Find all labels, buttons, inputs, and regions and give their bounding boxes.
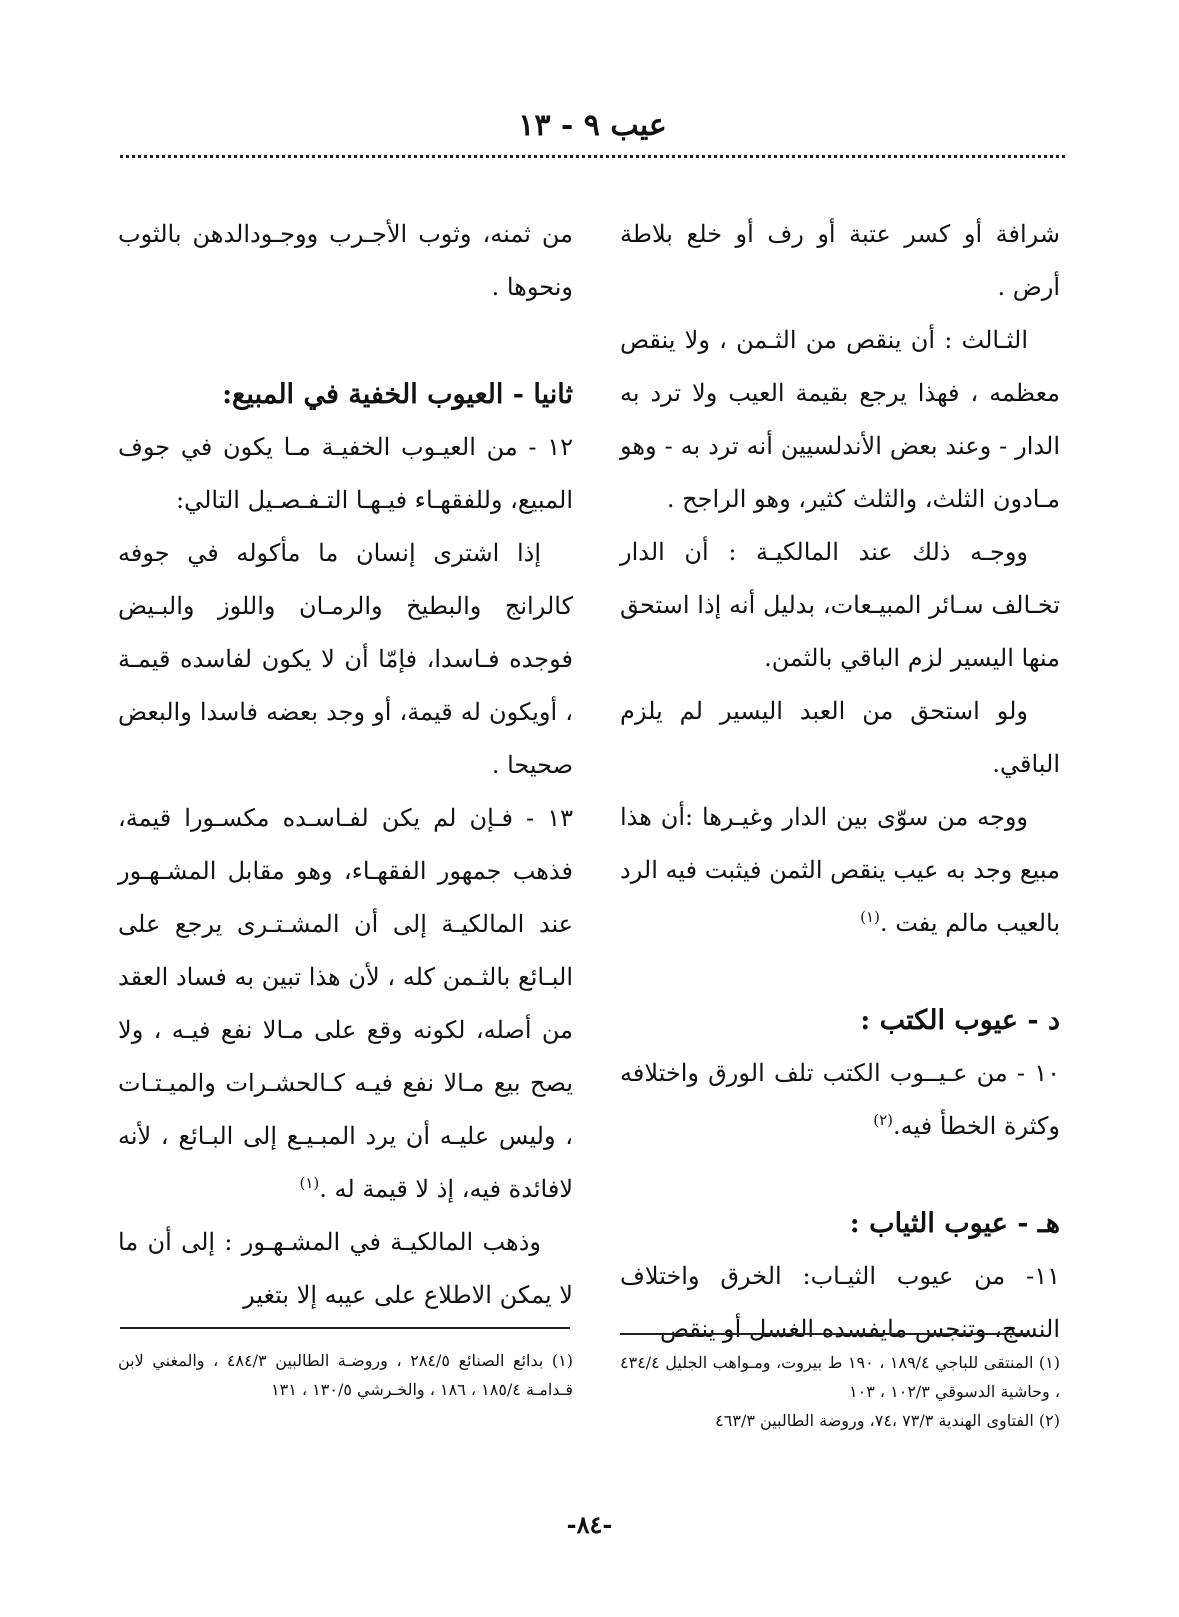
footnote-divider-right <box>620 1333 1030 1335</box>
paragraph: ووجـه ذلك عند المالكيـة : أن الدار تخـالف سـائر المبيـعات، بدليل أنه إذا استحق منها اليسير لزم الباقي بالثمن. <box>620 538 1060 672</box>
paragraph: شرافة أو كسر عتبة أو رف أو خلع بلاطة أرض . <box>620 220 1060 301</box>
section-heading: هـ - عيوب الثياب : <box>849 1208 1060 1239</box>
page-number: -٨٤- <box>566 1510 613 1539</box>
footnote-reference: (٢) <box>873 1111 893 1129</box>
page-header-title: عيب ٩ - ١٣ <box>518 108 667 143</box>
paragraph-text: ووجه من سوّى بين الدار وغيـرها :أن هذا مبيع وجد به عيب ينقص الثمن فيثبت فيه الرد بالعيب مالم يفت . <box>620 803 1060 937</box>
footnotes-right <box>620 1348 1060 1435</box>
left-text-column <box>118 208 573 1322</box>
paragraph: ١٢ - من العيـوب الخفيـة مـا يكون في جوف المبيع، وللفقهـاء فيـهـا التـفـصـيل التالي: <box>118 433 573 514</box>
footnote-reference: (١) <box>860 908 880 926</box>
paragraph <box>620 1047 1060 1153</box>
paragraph: وذهب المالكيـة في المشـهـور : إلى أن ما لا يمكن الاطلاع على عيبه إلا بتغير <box>118 1228 573 1309</box>
section-heading: د - عيوب الكتب : <box>860 1005 1060 1036</box>
paragraph: إذا اشترى إنسان ما مأكوله في جوفه كالرانج والبطيخ والرمـان واللوز والبـيض فوجده فـاسدا، فإمّا أن لا يكون لفاسده قيمـة ، أويكون له قيمة، أو وجد بعضه فاسدا والبعض صحيحا . <box>118 539 573 779</box>
paragraph <box>118 792 573 1216</box>
footnote: (١) المنتقى للباجي ١٨٩/٤ ، ١٩٠ ط بيروت، ومـواهب الجليل ٤٣٤/٤ ، وحاشية الدسوقي ١٠٢/٣ ، ١٠٣ <box>620 1353 1061 1401</box>
paragraph <box>620 791 1060 950</box>
paragraph-text: ١٣ - فـإن لم يكن لفـاسـده مكسـورا قيمة، فذهب جمهور الفقهـاء، وهو مقابل المشـهـور عند المالكيـة إلى أن المشـتـرى يرجع على البـائع بالثـمن كله ، لأن هذا تبين به فساد العقد من أصله، لكونه وقع على مـالا نفع فيـه ، ولا يصح بيع مـالا نفع فيـه كـالحشـرات والميـتـات ، وليس عليـه أن يرد المبـيـع إلى البـائع ، لأنه لافائدة فيه، إذ لا قيمة له . <box>118 804 573 1203</box>
paragraph-text: ١٠ - من عـيــوب الكتب تلف الورق واختلافه وكثرة الخطأ فيه. <box>620 1059 1060 1140</box>
header-dotted-divider <box>120 155 1065 158</box>
paragraph: ولو استحق من العبد اليسير لم يلزم الباقي. <box>620 697 1060 778</box>
footnote-reference: (١) <box>299 1174 320 1192</box>
paragraph: من ثمنه، وثوب الأجـرب ووجـودالدهن بالثوب ونحوها . <box>118 220 573 301</box>
paragraph: الثـالث : أن ينقص من الثـمن ، ولا ينقص معظمه ، فهذا يرجع بقيمة العيب ولا ترد به الدار - وعند بعض الأندلسيين أنه ترد به - وهو مـادون الثلث، والثلث كثير، وهو الراجح . <box>620 326 1060 513</box>
footnote: (٢) الفتاوى الهندية ٧٣/٣ ،٧٤، وروضة الطالبين ٤٦٣/٣ <box>715 1411 1060 1430</box>
section-heading: ثانيا - العيوب الخفية في المبيع: <box>222 379 573 410</box>
paragraph: ١١- من عيوب الثيـاب: الخرق واختلاف النسج، وتنجس مايفسده الغسل أو ينقص <box>620 1262 1060 1343</box>
footnote-divider-left <box>120 1327 570 1329</box>
footnotes-left <box>118 1346 573 1404</box>
right-text-column <box>620 208 1060 1356</box>
footnote: (١) بدائع الصنائع ٢٨٤/٥ ، وروضـة الطالبين ٤٨٤/٣ ، والمغني لابن قـدامـة ١٨٥/٤ ، ١٨٦ ، والخـرشي ١٣٠/٥ ، ١٣١ <box>118 1351 573 1399</box>
